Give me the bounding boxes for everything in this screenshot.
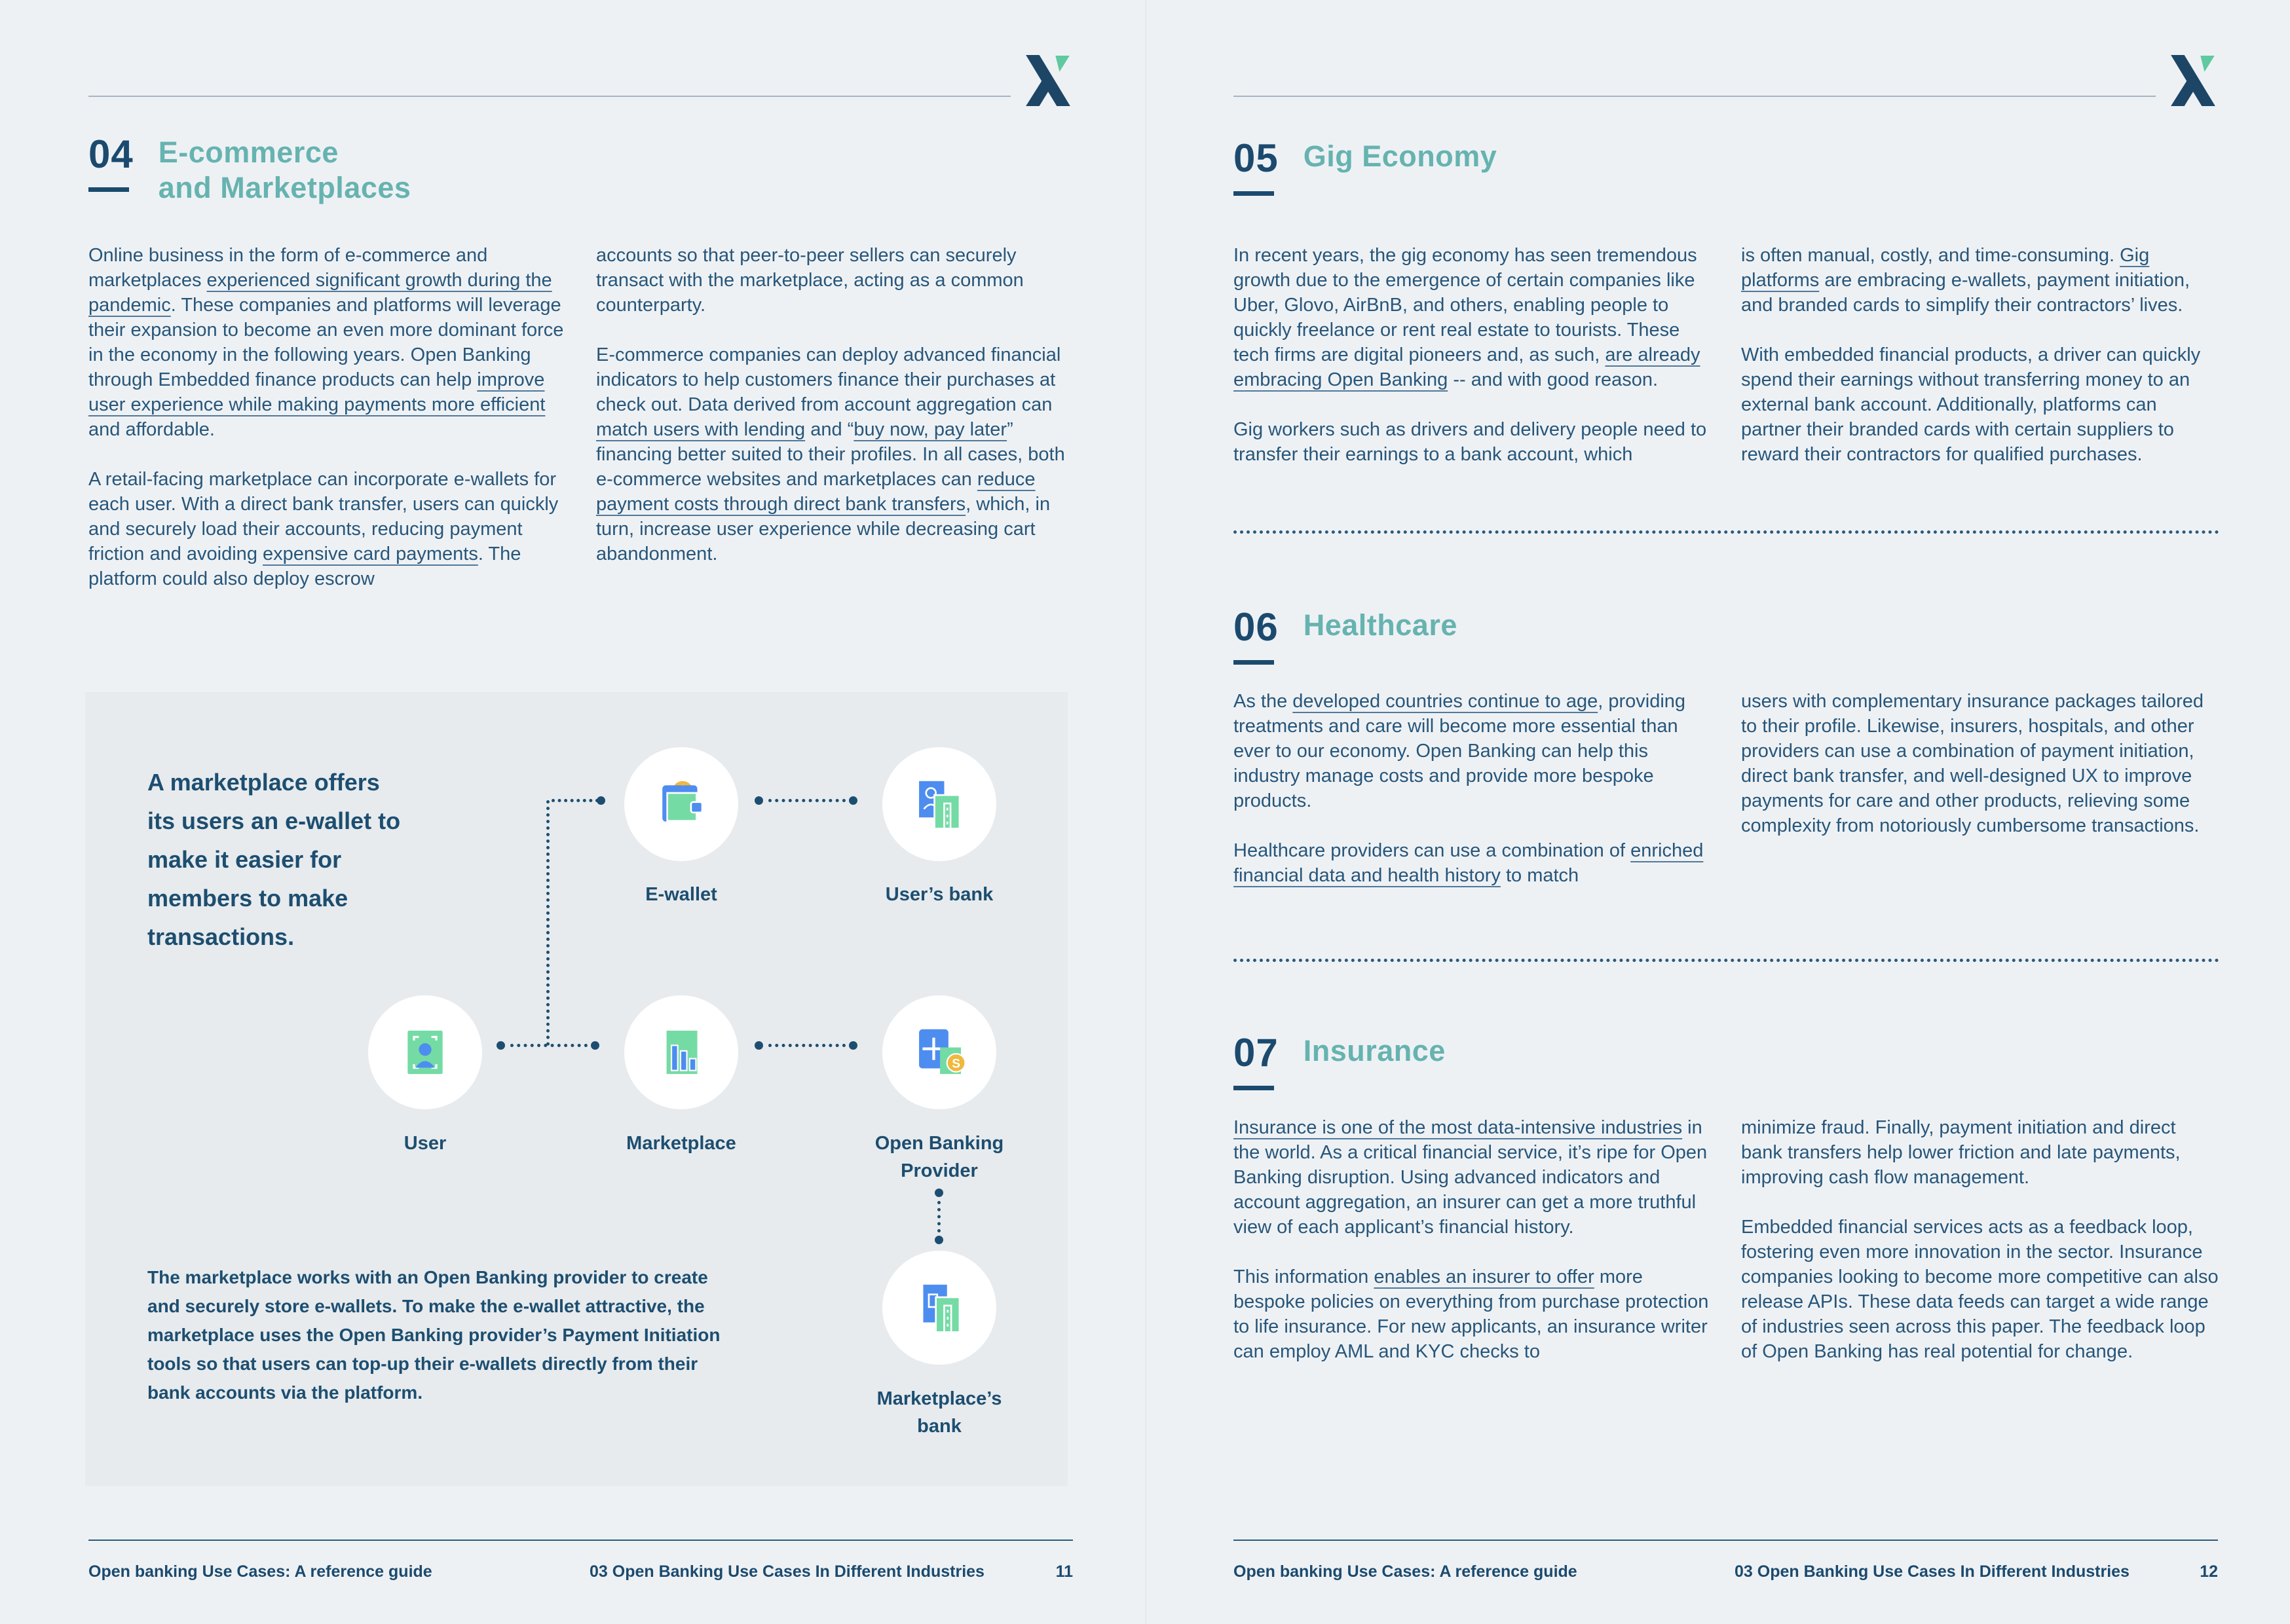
paragraph: Embedded financial services acts as a feedback loop, fostering even more innovation in the sector. Insurance companies looking to become more competitive can also release APIs. These data feeds can target a wide range of industries seen across this paper. The feedback loop of Open Banking has real potential for change. xyxy=(1741,1217,2219,1362)
section-06-number-block xyxy=(1233,605,1279,665)
paragraph: Gig workers such as drivers and delivery people need to transfer their earnings to a bank account, which xyxy=(1233,419,1707,465)
diagram-node-users-bank xyxy=(882,747,996,861)
link-enriched-financial-data[interactable]: enriched financial data and health history xyxy=(1233,840,1704,886)
page-12 xyxy=(1145,0,2290,1624)
paragraph: As the developed countries continue to age, providing treatments and care will become more essential than ever to our economy. Open Banking can help this industry manage costs and provide more bespoke products. xyxy=(1233,691,1686,811)
diagram-node-ewallet xyxy=(624,747,738,861)
diagram-node-user xyxy=(368,995,482,1109)
link-developed-countries-age[interactable]: developed countries continue to age xyxy=(1292,691,1598,712)
connector-dot xyxy=(755,796,763,805)
section-05-header xyxy=(1233,136,1497,196)
section-title: Gig Economy xyxy=(1303,139,1497,173)
footer-doc-title: Open banking Use Cases: A reference guide xyxy=(88,1562,432,1581)
connector-dot xyxy=(935,1189,943,1197)
section-04-body xyxy=(88,243,1074,591)
diagram-node-marketplace xyxy=(624,995,738,1109)
header-rule xyxy=(1233,96,2156,97)
person-bank-icon xyxy=(908,773,971,836)
paragraph: This information enables an insurer to offer more bespoke policies on everything from purchase protection to life insurance. For new applicants, an insurance writer can employ AML and KYC checks to xyxy=(1233,1266,1709,1362)
section-07-header xyxy=(1233,1033,1446,1090)
diagram-node-open-banking-provider xyxy=(882,995,996,1109)
dotted-separator xyxy=(1233,530,2219,534)
section-05-number-block xyxy=(1233,136,1279,196)
link-buy-now-pay-later[interactable]: buy now, pay later xyxy=(854,419,1007,440)
section-05-body xyxy=(1233,243,2219,467)
column-2 xyxy=(1741,243,2219,467)
section-06-header xyxy=(1233,605,1457,665)
footer-doc-title: Open banking Use Cases: A reference guide xyxy=(1233,1562,1577,1581)
footer xyxy=(1233,1562,2218,1589)
footer-rule xyxy=(88,1540,1073,1541)
link-embracing-open-banking[interactable]: are already embracing Open Banking xyxy=(1233,344,1700,390)
link-reduce-payment-costs[interactable]: reduce payment costs through direct bank transfers xyxy=(596,469,1036,515)
footer-page-number: 11 xyxy=(1055,1562,1073,1581)
section-number-underline xyxy=(1233,191,1274,196)
connector-dot xyxy=(849,796,857,805)
paragraph: Insurance is one of the most data-intensive industries in the world. As a critical financial service, it’s ripe for Open Banking disruption. Using advanced indicators and account aggregation, an insurer can get a more truthful view of each applicant’s financial history. xyxy=(1233,1117,1708,1238)
section-number: 04 xyxy=(88,132,134,176)
diagram-caption: The marketplace works with an Open Banking provider to create and securely store e-wallets. To make the e-wallet attractive, the marketplace uses the Open Banking provider’s Payment Initiation tools so that users can top-up their e-wallets directly from their bank accounts via the platform. xyxy=(147,1267,721,1403)
section-number: 07 xyxy=(1233,1031,1279,1075)
link-growth-during-pandemic[interactable]: experienced significant growth during the pandemic xyxy=(88,270,552,316)
link-data-intensive-industries[interactable]: Insurance is one of the most data-intensive industries xyxy=(1233,1117,1683,1138)
diagram-label-marketplaces-bank: Marketplace’s bank xyxy=(876,1388,1002,1437)
connector-dotted-line xyxy=(768,1044,846,1047)
paragraph: is often manual, costly, and time-consuming. Gig platforms are embracing e-wallets, payment initiation, and branded cards to simplify their contractors’ lives. xyxy=(1741,245,2190,316)
column-2 xyxy=(1741,689,2219,888)
link-gig-platforms[interactable]: Gig platforms xyxy=(1741,245,2150,291)
paragraph: minimize fraud. Finally, payment initiation and direct bank transfers help lower friction and late payments, improving cash flow management. xyxy=(1741,1117,2181,1188)
section-07-number-block xyxy=(1233,1033,1279,1090)
section-07-body xyxy=(1233,1115,2219,1364)
diagram-label-open-banking-provider: Open Banking Provider xyxy=(874,1133,1004,1181)
column-1 xyxy=(1233,243,1712,467)
paragraph: users with complementary insurance packages tailored to their profile. Likewise, insurers, hospitals, and other providers can use a combination of payment initiation, direct bank transfer, and well-designed UX to improve payments for care and other products, relieving some complexity from notoriously cumbersome transactions. xyxy=(1741,691,2204,836)
paragraph: In recent years, the gig economy has seen tremendous growth due to the emergence of certain companies like Uber, Glovo, AirBnB, and others, enabling people to quickly freelance or rent real estate to tourists. These tech firms are digital pioneers and, as such, are already embracing Open Banking -- and with good reason. xyxy=(1233,245,1700,390)
diagram-label-marketplace: Marketplace xyxy=(626,1133,736,1154)
paragraph: Healthcare providers can use a combination of enriched financial data and health history to match xyxy=(1233,840,1704,886)
link-improve-user-experience[interactable]: improve user experience while making payments more efficient xyxy=(88,369,546,415)
column-2 xyxy=(596,243,1074,591)
connector-dotted-line xyxy=(552,799,599,802)
connector-dot xyxy=(849,1041,857,1050)
brand-x-logo-icon xyxy=(2169,55,2217,106)
section-number: 06 xyxy=(1233,605,1279,649)
column-1 xyxy=(88,243,567,591)
header-rule xyxy=(88,96,1011,97)
diagram-label-users-bank: User’s bank xyxy=(885,884,994,905)
section-04-header xyxy=(88,132,411,206)
section-title: Insurance xyxy=(1303,1034,1446,1067)
card-building-icon xyxy=(908,1276,971,1339)
diagram-lead-text: A marketplace offers its users an e-wallet to make it easier for members to make transactions. xyxy=(147,769,401,950)
paragraph: E-commerce companies can deploy advanced financial indicators to help customers finance their purchases at check out. Data derived from account aggregation can match users with lending and “buy now, pay later” financing better suited to their profiles. In all cases, both e-commerce websites and marketplaces can reduce payment costs through direct bank transfers, which, in turn, increase user experience while decreasing cart abandonment. xyxy=(596,344,1065,564)
footer-rule xyxy=(1233,1540,2218,1541)
plus-card-coin-icon xyxy=(908,1021,971,1084)
section-06-body xyxy=(1233,689,2219,888)
link-enables-insurer-to-offer[interactable]: enables an insurer to offer xyxy=(1374,1266,1594,1287)
column-2 xyxy=(1741,1115,2219,1364)
connector-dotted-line xyxy=(768,799,846,802)
paragraph: accounts so that peer-to-peer sellers can securely transact with the marketplace, acting as a common counterparty. xyxy=(596,245,1024,316)
connector-dot xyxy=(755,1041,763,1050)
footer-page-number: 12 xyxy=(2200,1562,2218,1581)
svg-text:S: S xyxy=(952,1057,961,1071)
section-number-underline xyxy=(1233,660,1274,665)
footer-chapter: 03 Open Banking Use Cases In Different Industries xyxy=(590,1562,985,1581)
section-number-underline xyxy=(1233,1086,1274,1090)
diagram-label-ewallet: E-wallet xyxy=(645,884,717,905)
connector-dot xyxy=(935,1236,943,1244)
section-number: 05 xyxy=(1233,136,1279,180)
bar-chart-icon xyxy=(650,1021,713,1084)
wallet-icon xyxy=(650,773,713,836)
user-id-icon xyxy=(394,1021,457,1084)
connector-dotted-line xyxy=(546,800,550,1046)
link-match-users-with-lending[interactable]: match users with lending xyxy=(596,419,806,440)
connector-dotted-line xyxy=(510,1044,588,1047)
diagram-node-marketplaces-bank xyxy=(882,1251,996,1365)
paragraph: A retail-facing marketplace can incorporate e-wallets for each user. With a direct bank transfer, users can quickly and securely load their accounts, reducing payment friction and avoiding expensive card payments. The platform could also deploy escrow xyxy=(88,469,559,589)
column-1 xyxy=(1233,689,1712,888)
column-1 xyxy=(1233,1115,1712,1364)
link-expensive-card-payments[interactable]: expensive card payments xyxy=(263,544,478,564)
footer-chapter: 03 Open Banking Use Cases In Different Industries xyxy=(1735,1562,2130,1581)
paragraph: Online business in the form of e-commerce and marketplaces experienced significant growth during the pandemic. These companies and platforms will leverage their expansion to become an even more dominant force in the economy in the following years. Open Banking through Embedded finance products can help improve user experience while making payments more efficient and affordable. xyxy=(88,245,564,440)
paragraph: With embedded financial products, a driver can quickly spend their earnings without transferring money to an external bank account. Additionally, platforms can partner their branded cards with certain suppliers to reward their contractors for qualified purchases. xyxy=(1741,344,2201,465)
dotted-separator xyxy=(1233,959,2219,962)
footer xyxy=(88,1562,1073,1589)
section-number-underline xyxy=(88,187,129,192)
connector-dot xyxy=(591,1041,599,1050)
section-title: Healthcare xyxy=(1303,608,1457,642)
connector-dotted-line xyxy=(937,1201,941,1232)
ewallet-diagram-panel xyxy=(85,692,1068,1486)
connector-dot xyxy=(497,1041,505,1050)
section-04-number-block xyxy=(88,132,134,206)
section-title: E-commerce and Marketplaces xyxy=(158,136,411,204)
brand-x-logo-icon xyxy=(1024,55,1072,106)
diagram-label-user: User xyxy=(404,1133,447,1154)
